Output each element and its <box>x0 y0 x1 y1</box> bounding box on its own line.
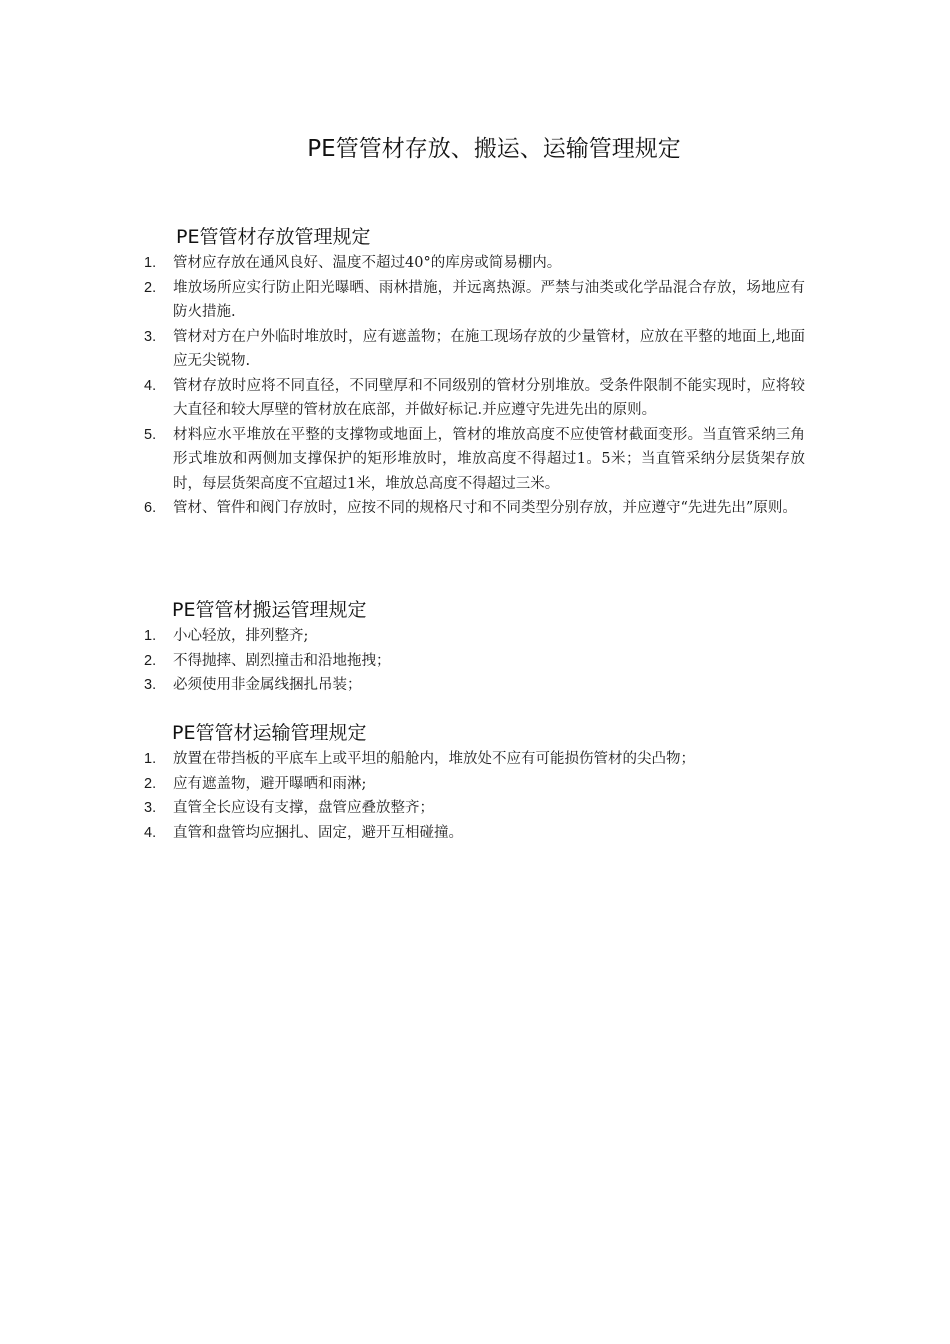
list-item-text: 应有遮盖物，避开曝晒和雨淋; <box>173 775 367 792</box>
list-item <box>0 821 805 846</box>
list-item <box>0 772 805 797</box>
list-item <box>0 673 805 698</box>
list-item-text: 小心轻放，排列整齐; <box>173 628 309 644</box>
list-item <box>0 251 805 276</box>
list-item-text: 必须使用非金属线捆扎吊装； <box>173 677 362 693</box>
document-title: PE管管材存放、搬运、运输管理规定 <box>307 136 681 162</box>
list-item-text: 直管和盘管均应捆扎、固定，避开互相碰撞。 <box>173 824 463 841</box>
list-item-number: 4. <box>144 824 157 841</box>
list-item-number: 3. <box>144 800 157 816</box>
list-item-text: 材料应水平堆放在平整的支撑物或地面上，管材的堆放高度不应使管材截面变形。当直管采纳三角形式堆放和两侧加支撑保护的矩形堆放时，堆放高度不得超过1。5米；当直管采纳分层货架存放时，每层货架高度不宜超过1米，堆放总高度不得超过三米。 <box>173 426 805 492</box>
list-item-text: 管材对方在户外临时堆放时，应有遮盖物；在施工现场存放的少量管材，应放在平整的地面上,地面应无尖锐物. <box>173 328 805 369</box>
list-item-number: 2. <box>144 775 157 792</box>
list-item <box>0 496 805 521</box>
list-item <box>0 747 805 772</box>
list-item <box>0 796 805 821</box>
transport-rules-list <box>0 747 950 845</box>
section-heading-transport: PE管管材运输管理规定 <box>172 722 367 744</box>
storage-rules-list <box>0 251 950 521</box>
list-item-text: 管材应存放在通风良好、温度不超过40°的库房或简易棚内。 <box>173 255 562 271</box>
list-item-text: 堆放场所应实行防止阳光曝晒、雨林措施，并远离热源。严禁与油类或化学品混合存放，场地应有防火措施. <box>173 279 805 320</box>
list-item <box>0 374 805 423</box>
list-item-number: 1. <box>144 628 157 644</box>
list-item <box>0 624 805 649</box>
list-item-number: 1. <box>144 255 157 271</box>
section-heading-storage: PE管管材存放管理规定 <box>176 226 371 248</box>
section-handling <box>0 596 950 698</box>
list-item <box>0 423 805 497</box>
handling-rules-list <box>0 624 950 698</box>
section-heading-handling: PE管管材搬运管理规定 <box>172 599 367 621</box>
list-item <box>0 276 805 325</box>
list-item-number: 5. <box>144 426 157 443</box>
list-item-text: 管材、管件和阀门存放时，应按不同的规格尺寸和不同类型分别存放，并应遵守“先进先出”原则。 <box>173 500 797 516</box>
list-item-text: 管材存放时应将不同直径，不同壁厚和不同级别的管材分别堆放。受条件限制不能实现时，应将较大直径和较大厚壁的管材放在底部，并做好标记.并应遵守先进先出的原则。 <box>173 377 805 418</box>
list-item <box>0 649 805 674</box>
section-transport <box>0 719 950 845</box>
list-item-number: 6. <box>144 500 157 516</box>
list-item <box>0 325 805 374</box>
list-item-text: 不得抛摔、剧烈撞击和沿地拖拽； <box>173 652 391 669</box>
list-item-number: 2. <box>144 652 157 669</box>
list-item-text: 放置在带挡板的平底车上或平坦的船舱内，堆放处不应有可能损伤管材的尖凸物； <box>173 751 695 767</box>
list-item-number: 2. <box>144 279 157 296</box>
list-item-number: 4. <box>144 377 157 394</box>
list-item-text: 直管全长应设有支撑，盘管应叠放整齐； <box>173 800 434 816</box>
list-item-number: 3. <box>144 677 157 693</box>
list-item-number: 3. <box>144 328 157 345</box>
list-item-number: 1. <box>144 751 157 767</box>
section-storage <box>0 223 950 521</box>
